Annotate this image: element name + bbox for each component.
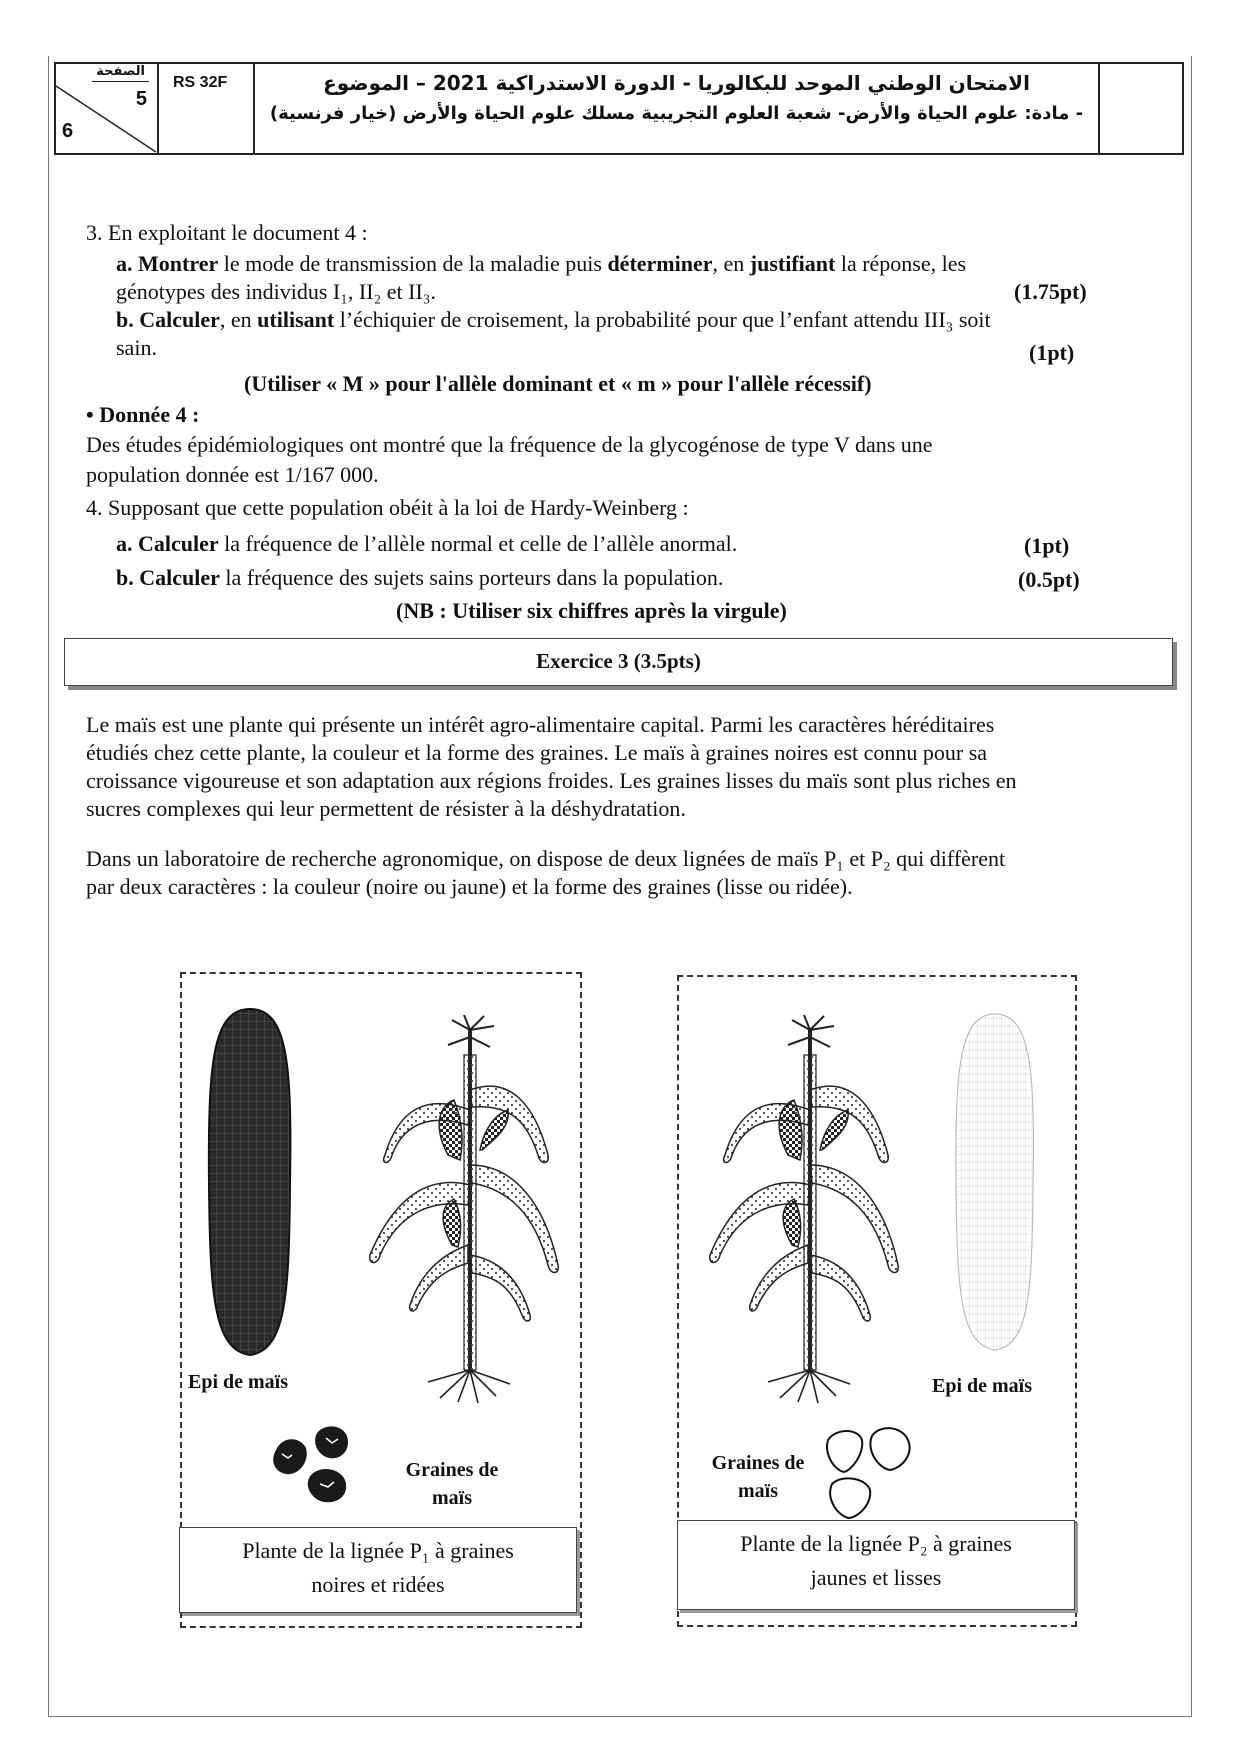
- q3b-line2: sain.: [116, 335, 157, 360]
- p2-caption-l1: Plante de la lignée P₂ à graines: [740, 1531, 1012, 1556]
- p1-caption-l2: noires et ridées: [311, 1572, 445, 1597]
- q3a-line2: génotypes des individus I₁, II₂ et II₃.: [116, 279, 436, 304]
- q4b-points: (0.5pt): [1018, 567, 1080, 592]
- p2-grains-label: [698, 1449, 818, 1505]
- q3-intro: 3. En exploitant le document 4 :: [86, 220, 368, 245]
- q3b-text2: l’échiquier de croisement, la probabilité pour que l’enfant attendu III₃ soit: [334, 307, 991, 332]
- ex3-p1-line4: sucres complexes qui leur permettent de résister à la déshydratation.: [86, 796, 686, 821]
- exam-title-cell: [255, 64, 1100, 153]
- p2-grains-label-l1: Graines de: [711, 1452, 805, 1474]
- page-number-cell: [56, 64, 159, 153]
- page-number: 5: [135, 88, 147, 110]
- dark-wrinkled-grains: [268, 1424, 368, 1508]
- q3a-verb-montrer: Montrer: [138, 251, 219, 276]
- exercise3-title: Exercice 3 (3.5pts): [64, 638, 1173, 686]
- p2-grains-label-l2: maïs: [738, 1480, 778, 1502]
- q3a-verb-determiner: déterminer: [607, 251, 713, 276]
- q4a-label: a.: [116, 531, 133, 556]
- q3a-text2: , en: [712, 251, 750, 276]
- ex3-p1-line2: étudiés chez cette plante, la couleur et la forme des graines. Le maïs à graines noires est connu pour sa: [86, 740, 988, 765]
- q4a-text: la fréquence de l’allèle normal et celle de l’allèle anormal.: [218, 531, 738, 556]
- ex3-p2-line1: Dans un laboratoire de recherche agronomique, on dispose de deux lignées de maïs P₁ et P₂ qui diffèrent: [86, 846, 1006, 871]
- p2-corn-plant-drawing: [690, 1015, 910, 1405]
- exam-header: [54, 62, 1184, 155]
- donnee4-title: • Donnée 4 :: [86, 402, 200, 427]
- p1-caption-l1: Plante de la lignée P₁ à graines: [242, 1538, 514, 1563]
- q3b-text1: , en: [219, 307, 258, 332]
- q4a-line: [116, 530, 737, 558]
- p2-ear-label: Epi de maïs: [932, 1375, 1033, 1397]
- q3a-text3: la réponse, les: [835, 251, 967, 276]
- page-total: 6: [62, 120, 74, 142]
- q3b-line1: [116, 306, 991, 334]
- p1-caption: [179, 1527, 577, 1613]
- smooth-grains: [822, 1424, 922, 1524]
- q3a-label: a.: [116, 251, 133, 276]
- q4a-points: (1pt): [1024, 533, 1070, 558]
- exam-title-line1: الامتحان الوطني الموحد للبكالوريا - الدورة الاستدراكية 2021 – الموضوع: [323, 71, 1030, 95]
- q3a-points: (1.75pt): [1014, 279, 1087, 304]
- p2-caption: [677, 1520, 1075, 1610]
- ex3-p1-line3: croissance vigoureuse et son adaptation aux régions froides. Les graines lisses du maïs sont plus riches en: [86, 768, 1017, 793]
- dark-corn-ear: [200, 1005, 300, 1365]
- page-label: الصفحة: [92, 64, 149, 82]
- p1-grains-label-l2: maïs: [432, 1487, 472, 1509]
- q3a-line1: [116, 250, 966, 278]
- donnee4-line1: Des études épidémiologiques ont montré que la fréquence de la glycogénose de type V dans une: [86, 432, 933, 457]
- q3a-verb-justifiant: justifiant: [749, 251, 836, 276]
- q4-note: (NB : Utiliser six chiffres après la virgule): [396, 598, 787, 623]
- q4-intro: 4. Supposant que cette population obéit à la loi de Hardy-Weinberg :: [86, 495, 689, 520]
- exam-code: RS 32F: [159, 64, 255, 153]
- exam-title-line2: - مادة: علوم الحياة والأرض- شعبة العلوم التجريبية مسلك علوم الحياة والأرض (خيار فرنسية): [269, 103, 1084, 124]
- q3b-verb-utilisant: utilisant: [257, 307, 335, 332]
- ex3-p2-line2: par deux caractères : la couleur (noire ou jaune) et la forme des graines (lisse ou ridée).: [86, 874, 853, 899]
- p1-corn-plant-drawing: [350, 1015, 570, 1405]
- light-corn-ear: [945, 1010, 1045, 1360]
- blank-cell: [1100, 64, 1182, 153]
- q3b-points: (1pt): [1029, 340, 1075, 365]
- q3b-label: b.: [116, 307, 134, 332]
- q4b-line: [116, 564, 723, 592]
- p1-ear-label: Epi de maïs: [188, 1371, 289, 1393]
- p1-grains-label: [392, 1456, 512, 1512]
- q4a-verb-calculer: Calculer: [138, 531, 219, 556]
- q4b-verb-calculer: Calculer: [139, 565, 220, 590]
- ex3-p1-line1: Le maïs est une plante qui présente un intérêt agro-alimentaire capital. Parmi les caractères héréditaires: [86, 712, 995, 737]
- p2-caption-l2: jaunes et lisses: [810, 1565, 942, 1590]
- q4b-label: b.: [116, 565, 134, 590]
- q3b-verb-calculer: Calculer: [139, 307, 220, 332]
- q4b-text: la fréquence des sujets sains porteurs dans la population.: [219, 565, 724, 590]
- p1-grains-label-l1: Graines de: [405, 1459, 499, 1481]
- q3a-text1: le mode de transmission de la maladie puis: [218, 251, 608, 276]
- donnee4-line2: population donnée est 1/167 000.: [86, 462, 379, 487]
- q3-note: (Utiliser « M » pour l'allèle dominant et « m » pour l'allèle récessif): [244, 371, 872, 396]
